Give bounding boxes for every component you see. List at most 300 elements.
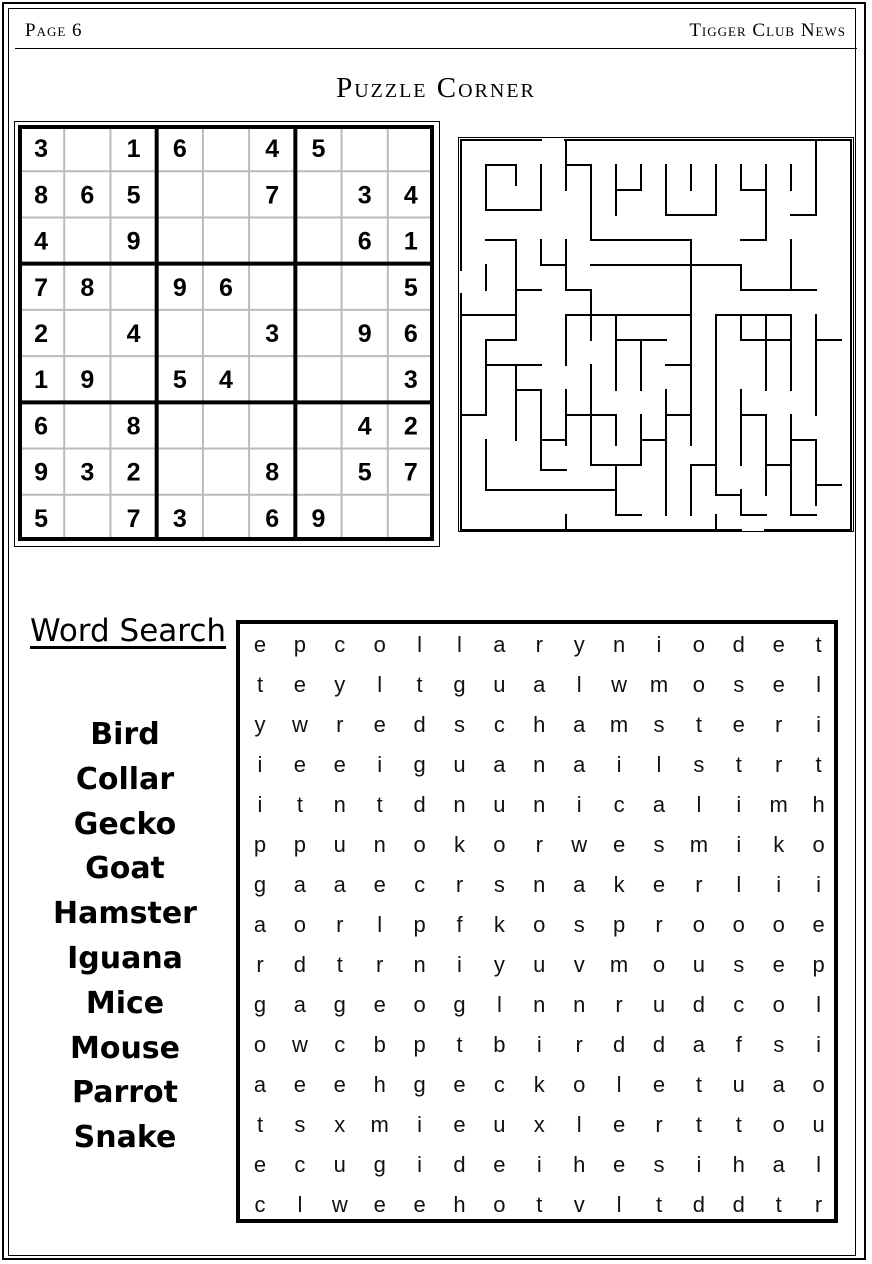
word-search-letter: n <box>533 872 546 897</box>
maze-puzzle <box>458 137 854 532</box>
word-search-letter: t <box>695 1112 702 1137</box>
word-search-letter: i <box>536 1032 542 1057</box>
word-search-letter: s <box>693 752 705 777</box>
word-search-letter: g <box>373 1152 386 1177</box>
word-search-letter: v <box>573 1192 585 1217</box>
word-search-letter: b <box>493 1032 506 1057</box>
word-search-letter: i <box>257 752 263 777</box>
sudoku-cell: 6 <box>403 320 418 348</box>
word-search-letter: p <box>413 912 426 937</box>
word-search-letter: s <box>294 1112 306 1137</box>
word-search-letter: c <box>613 792 625 817</box>
sudoku-cell: 9 <box>172 273 187 302</box>
sudoku-cell: 8 <box>34 181 49 210</box>
sudoku-cell: 3 <box>34 135 49 164</box>
word-search-letter: r <box>655 912 663 937</box>
word-search-letter: r <box>814 1192 823 1217</box>
word-search-letter: g <box>453 672 466 697</box>
word-search-letter: g <box>333 992 346 1017</box>
word-search-letter: a <box>772 1152 785 1177</box>
word-search-letter: u <box>692 952 706 977</box>
sudoku-cell: 6 <box>357 227 372 256</box>
page-number: Page 6 <box>25 20 83 41</box>
word-search-letter: n <box>413 952 426 977</box>
page-title: Puzzle Corner <box>336 72 536 104</box>
word-search-letter: c <box>334 1032 346 1057</box>
word-search-row <box>240 1064 834 1104</box>
sudoku-cell: 3 <box>265 320 280 348</box>
word-search-letter: e <box>293 752 307 777</box>
word-search-letter: i <box>736 832 742 857</box>
word-search-letter: t <box>536 1192 543 1217</box>
word-search-letter: l <box>816 672 822 697</box>
sudoku-cell: 5 <box>311 135 326 164</box>
sudoku-cell: 6 <box>172 135 187 164</box>
word-search-letter: a <box>333 872 346 897</box>
word-search-letter: o <box>573 1072 586 1097</box>
word-search-letter: m <box>609 712 629 737</box>
word-search-letter: n <box>373 832 386 857</box>
sudoku-cell: 2 <box>126 458 141 487</box>
word-search-letter: l <box>736 872 742 897</box>
word-list-item: Hamster <box>53 896 197 932</box>
word-search-letter: c <box>254 1192 266 1217</box>
word-search-letter: e <box>253 1152 267 1177</box>
word-search-letter: e <box>373 1192 386 1217</box>
word-search-letter: a <box>692 1032 706 1057</box>
word-search-letter: g <box>253 992 267 1017</box>
word-list-item: Bird <box>90 717 160 752</box>
word-search-letter: n <box>533 792 546 817</box>
word-search-letter: m <box>769 792 788 817</box>
word-search-letter: i <box>417 1112 423 1137</box>
sudoku-cell: 3 <box>172 504 187 533</box>
word-search-row <box>240 784 834 824</box>
word-search-letter: r <box>336 912 344 937</box>
word-search-letter: c <box>493 712 505 737</box>
word-search-letter: h <box>732 1152 745 1177</box>
word-search-letter: c <box>493 1072 505 1097</box>
word-search-letter: t <box>376 792 383 817</box>
word-search-letter: l <box>457 632 462 657</box>
word-list-item: Iguana <box>67 940 183 976</box>
sudoku-cell: 3 <box>80 458 95 487</box>
word-search-letter: m <box>609 952 629 977</box>
word-search-letter: d <box>413 712 426 737</box>
word-search-letter: m <box>370 1112 389 1137</box>
word-search-letter: w <box>611 672 628 697</box>
word-search-letter: t <box>775 1192 782 1217</box>
word-search-letter: s <box>733 672 745 697</box>
word-search-letter: l <box>377 912 383 937</box>
word-search-letter: e <box>293 1072 307 1097</box>
word-search-letter: a <box>493 632 506 657</box>
word-search-letter: a <box>573 712 586 737</box>
word-search-letter: h <box>533 712 546 737</box>
word-search-letter: l <box>417 632 423 657</box>
word-list-item: Mice <box>85 985 165 1021</box>
word-search-letter: i <box>257 792 263 817</box>
word-search-letter: e <box>453 1112 466 1137</box>
word-search-letter: o <box>772 992 785 1017</box>
sudoku-puzzle <box>18 125 434 541</box>
word-search-letter: y <box>493 952 505 977</box>
word-search-letter: e <box>333 1072 346 1097</box>
sudoku-cell: 1 <box>403 227 418 256</box>
sudoku-cell: 7 <box>265 181 280 210</box>
word-search-letter: e <box>333 752 346 777</box>
sudoku-cell: 4 <box>126 320 141 348</box>
word-search-letter: x <box>334 1112 346 1137</box>
word-search-letter: l <box>616 1192 622 1217</box>
word-search-letter: f <box>456 912 463 937</box>
word-search-letter: e <box>253 632 267 657</box>
sudoku-cell: 9 <box>311 504 326 533</box>
word-search-letter: i <box>816 1032 822 1057</box>
word-search-letter: r <box>535 632 543 657</box>
word-search-letter: i <box>377 752 383 777</box>
word-search-letter: s <box>573 912 585 937</box>
word-search-letter: d <box>732 1192 745 1217</box>
word-search-letter: a <box>293 992 307 1017</box>
sudoku-cell: 5 <box>403 273 418 302</box>
word-search-letter: o <box>413 992 426 1017</box>
word-search-letter: u <box>732 1072 745 1097</box>
sudoku-cell: 9 <box>357 320 372 348</box>
word-search-letter: d <box>652 1032 666 1057</box>
word-search-letter: e <box>772 952 785 977</box>
word-search-letter: r <box>615 992 623 1017</box>
word-search-letter: t <box>456 1032 463 1057</box>
sudoku-cell: 8 <box>265 458 280 487</box>
sudoku-cell: 5 <box>172 366 187 395</box>
word-search-letter: e <box>493 1152 506 1177</box>
word-search-letter: i <box>417 1152 423 1177</box>
word-search-letter: e <box>293 672 307 697</box>
word-search-letter: n <box>333 792 346 817</box>
word-search-letter: t <box>296 792 303 817</box>
word-search-letter: t <box>735 752 742 777</box>
word-search-letter: l <box>576 672 582 697</box>
word-search-letter: t <box>655 1192 663 1217</box>
sudoku-cell: 6 <box>34 412 49 441</box>
word-search-letter: u <box>493 672 506 697</box>
word-search-letter: s <box>653 712 665 737</box>
word-search-letter: r <box>655 1112 663 1137</box>
word-search-row <box>240 1144 834 1184</box>
word-search-letter: p <box>293 632 307 657</box>
word-search-letter: o <box>253 1032 267 1057</box>
word-search-letter: t <box>815 632 822 657</box>
word-search-letter: k <box>493 912 505 937</box>
word-list-item: Goat <box>85 851 165 887</box>
word-search-letter: r <box>376 952 384 977</box>
word-search-letter: f <box>735 1032 742 1057</box>
sudoku-cell: 8 <box>80 273 95 302</box>
word-search-letter: p <box>253 832 267 857</box>
word-search-letter: n <box>612 632 626 657</box>
word-search-letter: u <box>812 1112 825 1137</box>
word-search-letter: o <box>812 832 825 857</box>
word-search-letter: g <box>253 872 267 897</box>
word-search-letter: o <box>692 672 706 697</box>
word-search-letter: c <box>414 872 426 897</box>
word-search-letter: t <box>695 1072 702 1097</box>
sudoku-cell: 4 <box>265 135 280 164</box>
word-search-letter: r <box>695 872 703 897</box>
word-search-letter: r <box>575 1032 583 1057</box>
word-search-letter: e <box>652 872 666 897</box>
word-search-letter: o <box>772 912 785 937</box>
sudoku-cell: 4 <box>403 181 418 210</box>
word-search-letter: o <box>373 632 386 657</box>
word-search-letter: l <box>816 1152 822 1177</box>
word-search-letter: e <box>373 992 386 1017</box>
sudoku-cell: 6 <box>219 273 233 302</box>
word-search-letter: s <box>733 952 745 977</box>
word-search-letter: a <box>493 752 506 777</box>
word-search-letter: o <box>493 1192 506 1217</box>
word-search-letter: t <box>256 672 264 697</box>
sudoku-cell: 5 <box>357 458 372 487</box>
word-search-letter: e <box>772 632 785 657</box>
sudoku-cell: 9 <box>34 458 49 487</box>
word-search-letter: h <box>373 1072 386 1097</box>
word-search-letter: i <box>656 632 662 657</box>
word-search-letter: r <box>775 752 783 777</box>
word-search-letter: u <box>652 992 666 1017</box>
word-search-letter: a <box>772 1072 785 1097</box>
word-search-letter: l <box>377 672 383 697</box>
word-search-letter: u <box>493 792 506 817</box>
word-search-letter: v <box>573 952 585 977</box>
word-search-letter: k <box>613 872 625 897</box>
word-search-letter: e <box>732 712 745 737</box>
newsletter-name: Tigger Club News <box>689 20 846 41</box>
sudoku-cell: 2 <box>403 412 418 441</box>
word-search-letter: o <box>533 912 546 937</box>
word-search-letter: h <box>812 792 825 817</box>
word-search-letter: p <box>413 1032 426 1057</box>
word-search-letter: o <box>413 832 426 857</box>
word-search-letter: h <box>573 1152 586 1177</box>
sudoku-cell: 8 <box>126 412 141 441</box>
word-search-letter: m <box>689 832 709 857</box>
sudoku-cell: 7 <box>126 504 141 533</box>
word-search-letter: t <box>336 952 343 977</box>
word-search-letter: r <box>775 712 783 737</box>
word-search-letter: u <box>533 952 546 977</box>
word-search-letter: k <box>533 1072 545 1097</box>
word-search-letter: y <box>254 712 266 737</box>
header-rule <box>15 48 857 49</box>
word-search-row <box>240 904 834 944</box>
word-search-letter: l <box>816 992 822 1017</box>
word-search-letter: e <box>772 672 785 697</box>
word-search-letter: i <box>696 1152 702 1177</box>
sudoku-cell: 2 <box>34 320 49 348</box>
word-search-letter: o <box>652 952 666 977</box>
sudoku-cell: 4 <box>34 227 49 256</box>
word-search-letter: d <box>612 1032 626 1057</box>
word-search-letter: i <box>776 872 782 897</box>
word-search-letter: r <box>535 832 543 857</box>
word-search-letter: r <box>455 872 464 897</box>
word-search-letter: e <box>413 1192 426 1217</box>
word-search-letter: i <box>816 872 822 897</box>
word-search-letter: i <box>736 792 742 817</box>
word-search-letter: r <box>336 712 344 737</box>
word-search-letter: g <box>413 1072 426 1097</box>
word-search-letter: w <box>291 1032 308 1057</box>
word-search-letter: d <box>692 992 706 1017</box>
word-search-row <box>240 624 834 664</box>
word-list-item: Mouse <box>69 1030 181 1066</box>
word-search-row <box>240 864 834 904</box>
word-search-letter: n <box>533 992 546 1017</box>
word-search-letter: u <box>493 1112 506 1137</box>
word-list-item: Parrot <box>72 1075 178 1111</box>
word-search-letter: o <box>692 632 706 657</box>
sudoku-cell: 6 <box>265 504 280 533</box>
word-search-letter: e <box>652 1072 666 1097</box>
word-search-letter: o <box>293 912 307 937</box>
word-search-letter: l <box>696 792 702 817</box>
sudoku-cell: 3 <box>403 366 418 395</box>
word-search-letter: t <box>416 672 423 697</box>
word-search-letter: y <box>573 632 585 657</box>
word-search-letter: i <box>536 1152 542 1177</box>
word-search-letter: r <box>256 952 264 977</box>
word-search-letter: a <box>573 752 586 777</box>
word-list-item: Collar <box>75 761 175 797</box>
word-list-item: Snake <box>73 1120 177 1156</box>
word-search-letter: l <box>616 1072 622 1097</box>
sudoku-cell: 4 <box>219 366 233 395</box>
word-search-row <box>240 664 834 704</box>
sudoku-cell: 4 <box>357 412 372 441</box>
sudoku-cell: 5 <box>34 504 49 533</box>
word-search-letter: g <box>453 992 466 1017</box>
word-search-letter: o <box>692 912 706 937</box>
word-search-letter: h <box>453 1192 466 1217</box>
word-search-letter: o <box>493 832 506 857</box>
word-search-letter: s <box>493 872 505 897</box>
word-search-letter: a <box>573 872 586 897</box>
word-search-grid <box>236 620 838 1223</box>
word-search-letter: s <box>653 1152 665 1177</box>
sudoku-cell: 7 <box>34 273 49 302</box>
word-search-letter: l <box>297 1192 303 1217</box>
sudoku-cell: 7 <box>403 458 418 487</box>
word-search-letter: d <box>413 792 426 817</box>
word-search-letter: e <box>612 1112 626 1137</box>
word-search-letter: t <box>815 752 822 777</box>
word-search-letter: s <box>653 832 665 857</box>
word-search-letter: a <box>652 792 666 817</box>
word-search-letter: u <box>333 832 346 857</box>
word-search-letter: i <box>457 952 462 977</box>
word-list-item: Gecko <box>73 806 177 842</box>
sudoku-cell: 9 <box>126 227 141 256</box>
word-search-letter: s <box>773 1032 785 1057</box>
word-search-letter: e <box>453 1072 466 1097</box>
word-search-letter: d <box>293 952 307 977</box>
word-search-letter: o <box>812 1072 825 1097</box>
word-search-letter: c <box>334 632 346 657</box>
word-search-row <box>240 984 834 1024</box>
word-search-letter: k <box>773 832 785 857</box>
word-search-letter: n <box>573 992 586 1017</box>
word-search-row <box>240 1104 834 1144</box>
sudoku-cell: 5 <box>126 181 141 210</box>
word-search-letter: u <box>333 1152 346 1177</box>
word-search-letter: y <box>334 672 346 697</box>
word-search-letter: s <box>454 712 465 737</box>
word-search-letter: u <box>453 752 466 777</box>
word-search-letter: t <box>735 1112 742 1137</box>
word-search-row <box>240 1024 834 1064</box>
word-search-row <box>240 824 834 864</box>
word-search-letter: c <box>294 1152 306 1177</box>
word-search-letter: g <box>413 752 426 777</box>
word-search-letter: l <box>576 1112 582 1137</box>
sudoku-cell: 3 <box>357 181 372 210</box>
word-search-letter: w <box>571 832 588 857</box>
word-search-letter: a <box>293 872 307 897</box>
word-search-letter: l <box>496 992 502 1017</box>
word-search-letter: a <box>533 672 546 697</box>
word-search-letter: p <box>612 912 626 937</box>
word-search-letter: d <box>692 1192 706 1217</box>
word-search-row <box>240 1184 834 1224</box>
word-search-row <box>240 944 834 984</box>
word-search-letter: d <box>732 632 745 657</box>
word-search-letter: i <box>576 792 582 817</box>
word-search-letter: w <box>331 1192 348 1217</box>
sudoku-cell: 1 <box>126 135 141 164</box>
word-search-letter: a <box>253 912 267 937</box>
sudoku-cell: 9 <box>80 366 95 395</box>
word-search-letter: l <box>656 752 662 777</box>
sudoku-cell: 6 <box>80 181 95 210</box>
word-search-letter: d <box>453 1152 466 1177</box>
word-search-letter: o <box>772 1112 785 1137</box>
word-search-letter: k <box>454 832 465 857</box>
word-search-row <box>240 744 834 784</box>
word-search-letter: m <box>649 672 669 697</box>
sudoku-cell: 1 <box>34 366 49 395</box>
word-search-letter: i <box>616 752 622 777</box>
word-search-letter: e <box>612 832 626 857</box>
word-search-letter: w <box>291 712 308 737</box>
word-search-letter: a <box>253 1072 267 1097</box>
word-search-letter: n <box>453 792 466 817</box>
word-search-letter: t <box>256 1112 264 1137</box>
word-search-letter: x <box>533 1112 545 1137</box>
word-search-letter: p <box>812 952 825 977</box>
word-search-letter: e <box>373 872 386 897</box>
word-search-row <box>240 704 834 744</box>
word-search-title: Word Search <box>30 613 227 649</box>
word-search-letter: o <box>732 912 745 937</box>
word-search-letter: e <box>373 712 386 737</box>
word-search-letter: i <box>816 712 822 737</box>
word-search-letter: e <box>812 912 825 937</box>
word-search-letter: n <box>533 752 546 777</box>
word-search-letter: e <box>612 1152 626 1177</box>
word-search-letter: p <box>293 832 307 857</box>
